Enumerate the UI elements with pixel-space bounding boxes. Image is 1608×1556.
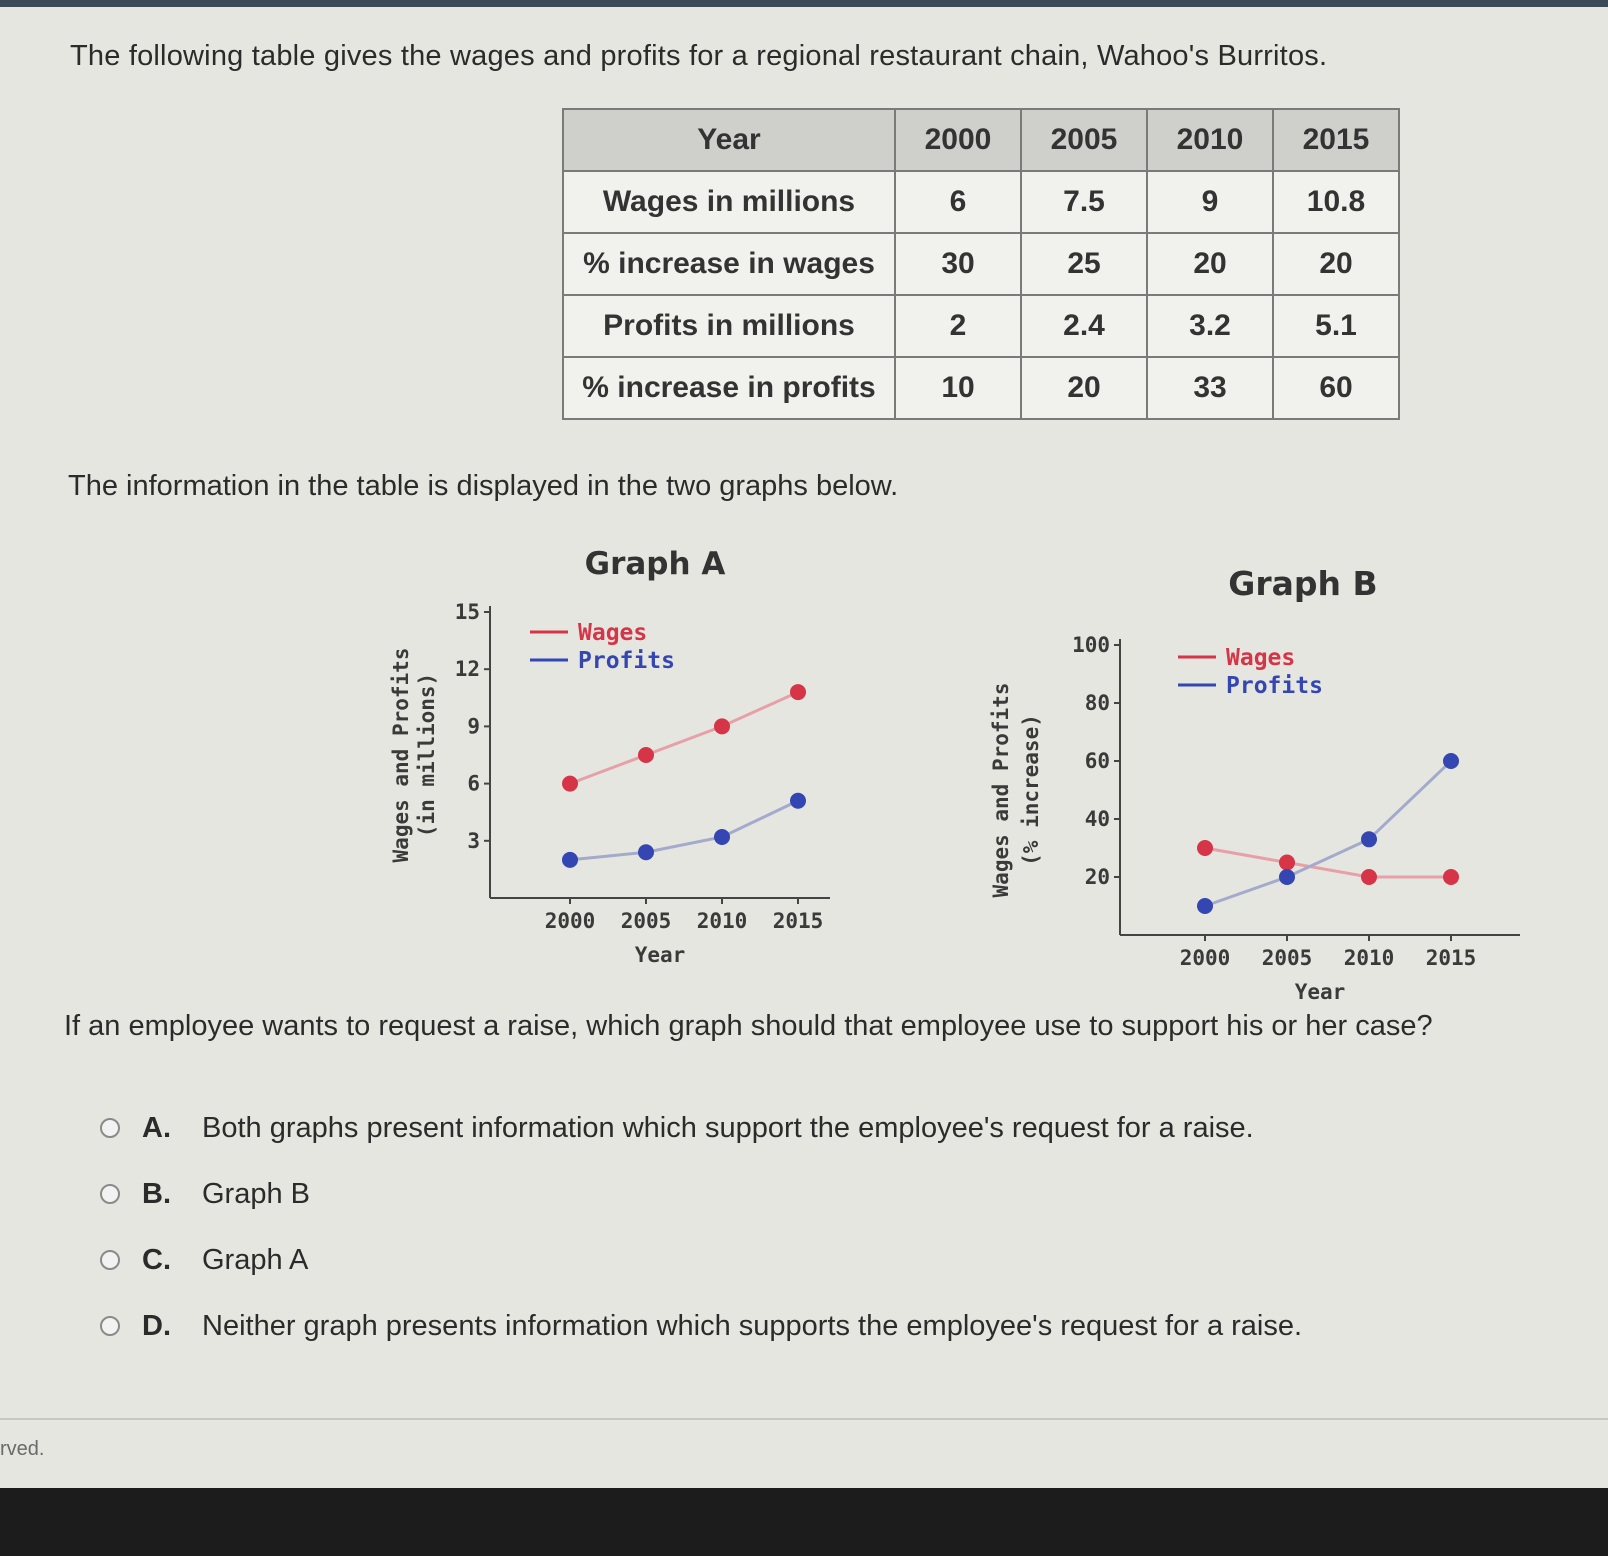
table-row <box>563 357 1399 419</box>
data-point-wages <box>1279 855 1295 871</box>
series-line-profits <box>1205 761 1451 906</box>
table-cell: 33 <box>1147 357 1273 419</box>
graph-b <box>989 555 1560 1035</box>
x-tick-label: 2010 <box>696 909 748 933</box>
table-row <box>563 233 1399 295</box>
radio-button[interactable] <box>100 1250 120 1270</box>
table-cell: 7.5 <box>1021 171 1147 233</box>
table-cell: 20 <box>1021 357 1147 419</box>
x-tick-label: 2015 <box>1425 946 1477 970</box>
y-tick-label: 40 <box>1084 807 1110 831</box>
series-line-wages <box>570 692 798 784</box>
table-cell: 10 <box>895 357 1021 419</box>
table-cell: 2 <box>895 295 1021 357</box>
x-axis-label: Year <box>1294 980 1346 1004</box>
option-text: Both graphs present information which support the employee's request for a raise. <box>202 1111 1254 1144</box>
option-letter: D. <box>142 1309 171 1342</box>
data-point-wages <box>562 776 578 792</box>
legend-label: Profits <box>1226 673 1323 699</box>
legend-label: Profits <box>578 648 675 674</box>
wages-profits-table <box>562 108 1400 420</box>
option-letter: C. <box>142 1243 171 1276</box>
option-b[interactable] <box>100 1161 1302 1227</box>
row-header-cell: % increase in wages <box>563 233 895 295</box>
x-tick-label: 2000 <box>544 909 596 933</box>
data-point-wages <box>638 747 654 763</box>
option-letter: B. <box>142 1177 171 1210</box>
row-header-cell: % increase in profits <box>563 357 895 419</box>
table-header-cell: 2010 <box>1147 109 1273 171</box>
table-cell: 5.1 <box>1273 295 1399 357</box>
table-row <box>563 295 1399 357</box>
y-axis-label: Wages and Profits <box>989 682 1013 898</box>
y-tick-label: 80 <box>1084 691 1110 715</box>
chart-title: Graph A <box>584 546 726 582</box>
x-tick-label: 2005 <box>1261 946 1313 970</box>
screen-bezel <box>0 1488 1608 1556</box>
intro-text: The following table gives the wages and profits for a regional restaurant chain, Wahoo's Burritos. <box>70 40 1328 72</box>
y-axis-label: Wages and Profits <box>389 647 413 863</box>
table-cell: 20 <box>1147 233 1273 295</box>
option-a[interactable] <box>100 1095 1302 1161</box>
option-d[interactable] <box>100 1293 1302 1359</box>
table-header-cell: 2005 <box>1021 109 1147 171</box>
row-header-cell: Profits in millions <box>563 295 895 357</box>
row-header-cell: Wages in millions <box>563 171 895 233</box>
y-axis-sublabel: (in millions) <box>415 672 439 838</box>
data-point-wages <box>1443 869 1459 885</box>
table-row <box>563 171 1399 233</box>
chart-title: Graph B <box>1228 564 1378 603</box>
data-point-profits <box>790 793 806 809</box>
table-header-cell: 2000 <box>895 109 1021 171</box>
table-cell: 9 <box>1147 171 1273 233</box>
data-point-wages <box>1361 869 1377 885</box>
y-tick-label: 6 <box>467 771 480 796</box>
option-text: Graph B <box>202 1177 310 1210</box>
top-bar <box>0 0 1608 7</box>
legend-label: Wages <box>578 620 648 646</box>
graph-a <box>390 540 870 1000</box>
option-text: Graph A <box>202 1243 309 1276</box>
radio-button[interactable] <box>100 1118 120 1138</box>
data-point-profits <box>1279 869 1295 885</box>
y-tick-label: 15 <box>454 600 480 624</box>
x-tick-label: 2015 <box>772 909 824 933</box>
data-point-profits <box>1361 831 1377 847</box>
footer-divider <box>0 1418 1608 1420</box>
data-point-wages <box>1197 840 1213 856</box>
x-axis-label: Year <box>634 943 686 967</box>
y-tick-label: 100 <box>1072 633 1110 657</box>
footer-text: rved. <box>0 1438 45 1460</box>
table-header-cell: Year <box>563 109 895 171</box>
series-line-profits <box>570 801 798 860</box>
y-tick-label: 9 <box>467 714 480 739</box>
x-tick-label: 2005 <box>620 909 672 933</box>
data-point-profits <box>638 844 654 860</box>
table-cell: 2.4 <box>1021 295 1147 357</box>
table-cell: 60 <box>1273 357 1399 419</box>
option-text: Neither graph presents information which supports the employee's request for a raise. <box>202 1309 1303 1342</box>
info-text: The information in the table is displayed in the two graphs below. <box>68 470 899 502</box>
option-c[interactable] <box>100 1227 1302 1293</box>
table-cell: 25 <box>1021 233 1147 295</box>
option-letter: A. <box>142 1111 171 1144</box>
table-header-row <box>563 109 1399 171</box>
y-tick-label: 60 <box>1084 749 1110 773</box>
table-cell: 3.2 <box>1147 295 1273 357</box>
data-point-profits <box>1197 898 1213 914</box>
radio-button[interactable] <box>100 1316 120 1336</box>
data-point-wages <box>790 684 806 700</box>
data-point-profits <box>1443 753 1459 769</box>
table-cell: 20 <box>1273 233 1399 295</box>
table-cell: 6 <box>895 171 1021 233</box>
data-point-profits <box>714 829 730 845</box>
radio-button[interactable] <box>100 1184 120 1204</box>
table-cell: 30 <box>895 233 1021 295</box>
y-tick-label: 12 <box>454 657 480 682</box>
answer-options <box>100 1095 1302 1359</box>
y-axis-sublabel: (% increase) <box>1019 714 1043 866</box>
legend-label: Wages <box>1226 645 1296 671</box>
data-point-wages <box>714 718 730 734</box>
series-line-wages <box>1205 848 1451 877</box>
table-cell: 10.8 <box>1273 171 1399 233</box>
x-tick-label: 2000 <box>1179 946 1231 970</box>
y-tick-label: 20 <box>1084 865 1110 889</box>
data-point-profits <box>562 852 578 868</box>
y-tick-label: 3 <box>467 828 480 853</box>
question-text: If an employee wants to request a raise, which graph should that employee use to support his or her case? <box>64 1010 1433 1042</box>
x-tick-label: 2010 <box>1343 946 1395 970</box>
table-header-cell: 2015 <box>1273 109 1399 171</box>
